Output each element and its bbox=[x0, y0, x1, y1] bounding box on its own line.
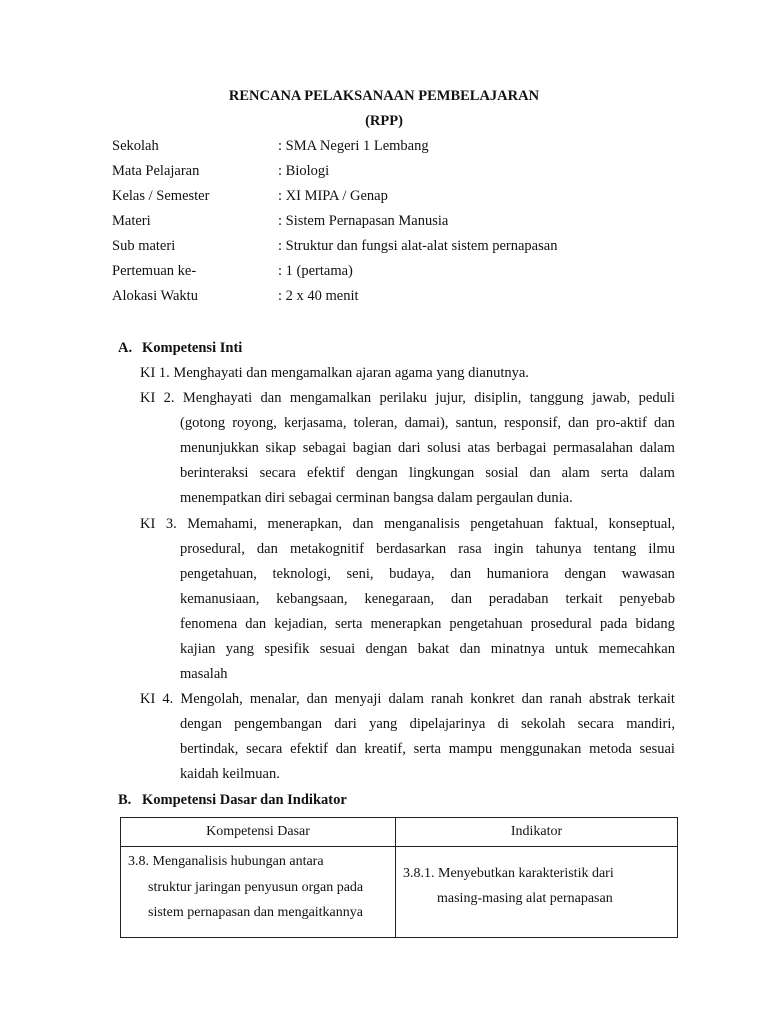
document-subtitle: (RPP) bbox=[365, 113, 403, 129]
identity-label-sub-materi: Sub materi bbox=[112, 238, 176, 254]
ki3-line-6: kajian yang spesifik sesuai dengan bakat dan minatnya untuk memecahkan bbox=[180, 641, 675, 657]
table-header-kd: Kompetensi Dasar bbox=[121, 818, 396, 847]
ki3-line-2: prosedural, dan metakognitif berdasarkan rasa ingin tahunya tentang ilmu bbox=[180, 541, 675, 557]
ki2-line-3: menunjukkan sikap sebagai bagian dari solusi atas berbagai permasalahan dalam bbox=[180, 440, 675, 456]
kd-line-1: 3.8. Menganalisis hubungan antara bbox=[128, 854, 324, 869]
section-b-heading bbox=[118, 792, 347, 809]
ki2-line-4: berinteraksi secara efektif dengan lingkungan sosial dan alam serta dalam bbox=[180, 465, 675, 481]
ki3-line-1: KI 3. Memahami, menerapkan, dan menganalisis pengetahuan faktual, konseptual, bbox=[140, 516, 675, 532]
identity-value-materi: : Sistem Pernapasan Manusia bbox=[278, 213, 449, 229]
identity-label-kelas-semester: Kelas / Semester bbox=[112, 188, 210, 204]
section-b-title: Kompetensi Dasar dan Indikator bbox=[142, 792, 347, 808]
ki1-text: KI 1. Menghayati dan mengamalkan ajaran agama yang dianutnya. bbox=[140, 365, 529, 381]
ki4-line-3: bertindak, secara efektif dan kreatif, serta mampu menggunakan metoda sesuai bbox=[180, 741, 675, 757]
indikator-cell bbox=[396, 847, 678, 938]
ki2-line-5: menempatkan diri sebagai cerminan bangsa dalam pergaulan dunia. bbox=[180, 490, 573, 506]
ki3-line-7: masalah bbox=[180, 666, 228, 682]
ki4-line-4: kaidah keilmuan. bbox=[180, 766, 280, 782]
ki4-line-1: KI 4. Mengolah, menalar, dan menyaji dalam ranah konkret dan ranah abstrak terkait bbox=[140, 691, 675, 707]
identity-label-alokasi-waktu: Alokasi Waktu bbox=[112, 288, 198, 304]
ki4-line-2: dengan pengembangan dari yang dipelajarinya di sekolah secara mandiri, bbox=[180, 716, 675, 732]
indikator-line-1: 3.8.1. Menyebutkan karakteristik dari bbox=[403, 866, 614, 881]
identity-value-pertemuan: : 1 (pertama) bbox=[278, 263, 353, 279]
table-row bbox=[121, 847, 678, 938]
section-a-title: Kompetensi Inti bbox=[142, 340, 243, 356]
document-title: RENCANA PELAKSANAAN PEMBELAJARAN bbox=[228, 88, 540, 104]
kd-cell bbox=[121, 847, 396, 938]
identity-value-kelas-semester: : XI MIPA / Genap bbox=[278, 188, 388, 204]
kd-line-3: sistem pernapasan dan mengaitkannya bbox=[148, 905, 363, 920]
ki3-line-5: fenomena dan kejadian, serta menerapkan pengetahuan prosedural pada bidang bbox=[180, 616, 675, 632]
kd-indikator-table bbox=[120, 817, 678, 938]
kd-line-2: struktur jaringan penyusun organ pada bbox=[148, 880, 364, 895]
identity-value-alokasi-waktu: : 2 x 40 menit bbox=[278, 288, 359, 304]
section-a-letter: A. bbox=[118, 340, 133, 356]
ki3-line-4: kemanusiaan, kebangsaan, kenegaraan, dan peradaban terkait penyebab bbox=[180, 591, 675, 607]
identity-label-pertemuan: Pertemuan ke- bbox=[112, 263, 197, 279]
ki3-line-3: pengetahuan, teknologi, seni, budaya, dan humaniora dengan wawasan bbox=[180, 566, 675, 582]
ki2-line-2: (gotong royong, kerjasama, toleran, damai), santun, responsif, dan pro-aktif dan bbox=[180, 415, 675, 431]
identity-label-sekolah: Sekolah bbox=[112, 138, 159, 154]
identity-value-mata-pelajaran: : Biologi bbox=[278, 163, 330, 179]
identity-label-materi: Materi bbox=[112, 213, 151, 229]
identity-label-mata-pelajaran: Mata Pelajaran bbox=[112, 163, 200, 179]
table-header-indikator: Indikator bbox=[396, 818, 678, 847]
identity-value-sub-materi: : Struktur dan fungsi alat-alat sistem pernapasan bbox=[278, 238, 558, 254]
table-header-row bbox=[121, 818, 678, 847]
ki2-line-1: KI 2. Menghayati dan mengamalkan perilaku jujur, disiplin, tanggung jawab, peduli bbox=[140, 390, 675, 406]
section-a-heading bbox=[118, 340, 242, 357]
identity-value-sekolah: : SMA Negeri 1 Lembang bbox=[278, 138, 429, 154]
section-b-letter: B. bbox=[118, 792, 132, 808]
indikator-line-2: masing-masing alat pernapasan bbox=[437, 891, 613, 906]
